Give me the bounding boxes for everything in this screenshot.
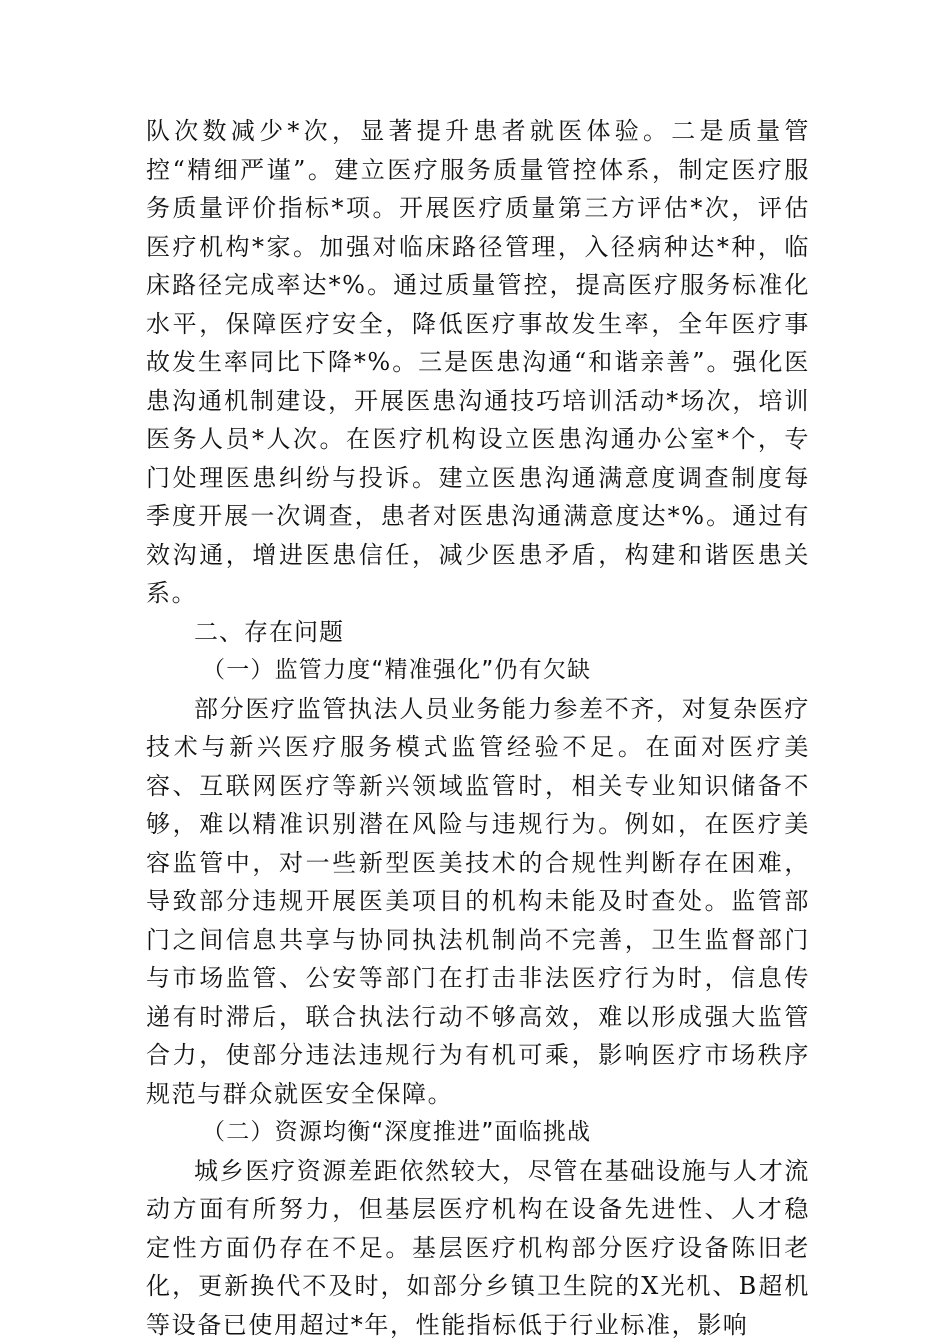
section-heading-problems: 二、存在问题 — [194, 617, 344, 646]
subsection-heading-supervision: （一）监管力度“精准强化”仍有欠缺 — [202, 657, 592, 683]
body-paragraph-resources: 城乡医疗资源差距依然较大，尽管在基础设施与人才流动方面有所努力，但基层医疗机构在设备先进性、人才稳定性方面仍存在不足。基层医疗机构部分医疗设备陈旧老化，更新换代不及时，如部分乡镇卫生院的X光机、B超机等设备已使用超过*年，性能指标低于行业标准，影响 — [146, 1156, 810, 1339]
subsection-heading-resources: （二）资源均衡“深度推进”面临挑战 — [202, 1119, 592, 1145]
body-paragraph-continuation: 队次数减少*次，显著提升患者就医体验。二是质量管控“精细严谨”。建立医疗服务质量管控体系，制定医疗服务质量评价指标*项。开展医疗质量第三方评估*次，评估医疗机构*家。加强对临床路径管理，入径病种达*种，临床路径完成率达*%。通过质量管控，提高医疗服务标准化水平，保障医疗安全，降低医疗事故发生率，全年医疗事故发生率同比下降*%。三是医患沟通“和谐亲善”。强化医患沟通机制建设，开展医患沟通技巧培训活动*场次，培训医务人员*人次。在医疗机构设立医患沟通办公室*个，专门处理医患纠纷与投诉。建立医患沟通满意度调查制度每季度开展一次调查，患者对医患沟通满意度达*%。通过有效沟通，增进医患信任，减少医患矛盾，构建和谐医患关系。 — [146, 117, 810, 607]
document-page — [146, 112, 810, 1344]
body-paragraph-supervision: 部分医疗监管执法人员业务能力参差不齐，对复杂医疗技术与新兴医疗服务模式监管经验不足。在面对医疗美容、互联网医疗等新兴领域监管时，相关专业知识储备不够，难以精准识别潜在风险与违规行为。例如，在医疗美容监管中，对一些新型医美技术的合规性判断存在困难，导致部分违规开展医美项目的机构未能及时查处。监管部门之间信息共享与协同执法机制尚不完善，卫生监督部门与市场监管、公安等部门在打击非法医疗行为时，信息传递有时滞后，联合执法行动不够高效，难以形成强大监管合力，使部分违法违规行为有机可乘，影响医疗市场秩序规范与群众就医安全保障。 — [146, 694, 810, 1108]
